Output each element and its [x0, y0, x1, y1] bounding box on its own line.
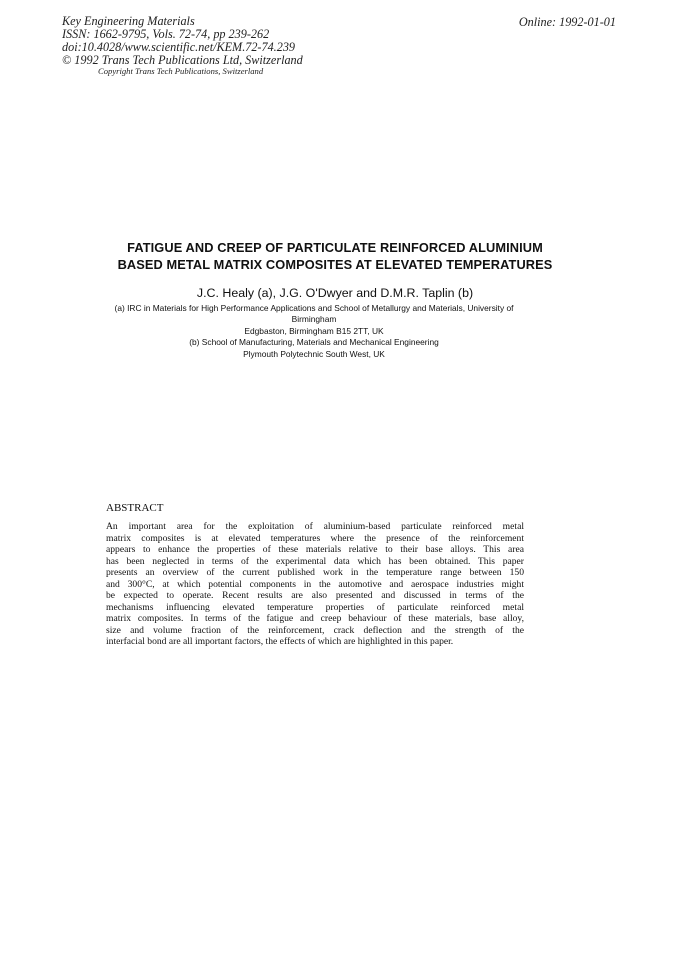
- affiliation-b-line-2: Plymouth Polytechnic South West, UK: [243, 348, 385, 359]
- print-copyright: Copyright Trans Tech Publications, Switzerland: [98, 66, 264, 76]
- abstract-body: [106, 521, 524, 648]
- affiliations: [90, 303, 538, 360]
- publication-header: [62, 15, 303, 67]
- affiliation-a-line-2: Birmingham: [291, 314, 337, 325]
- journal-name: Key Engineering Materials: [62, 14, 195, 28]
- copyright-line: © 1992 Trans Tech Publications Ltd, Switzerland: [62, 53, 303, 67]
- abstract-line: An important area for the exploitation of aluminium-based particulate reinforced metal: [106, 521, 524, 532]
- affiliation-a-line-3: Edgbaston, Birmingham B15 2TT, UK: [244, 325, 384, 336]
- online-date: Online: 1992-01-01: [518, 15, 616, 29]
- abstract-line: matrix composites is at elevated temperatures where the presence of the reinforcement: [106, 532, 524, 544]
- abstract-line: interfacial bond are all important factors, the effects of which are highlighted in this paper.: [106, 636, 454, 648]
- author-list: J.C. Healy (a), J.G. O'Dwyer and D.M.R. Taplin (b): [196, 286, 474, 300]
- abstract-line: be expected to operate. Recent results are also presented and discussed in terms of the: [106, 590, 524, 602]
- abstract-line: and 300°C, at which potential components in the automotive and aerospace industries might: [106, 578, 524, 590]
- affiliation-b-line-1: (b) School of Manufacturing, Materials and Mechanical Engineering: [189, 337, 439, 348]
- abstract-line: matrix composites. In terms of the fatigue and creep behaviour of these materials, base alloy,: [106, 613, 524, 625]
- abstract-line: appears to enhance the properties of these materials relative to their base alloys. This area: [106, 544, 524, 556]
- abstract-line: mechanisms influencing elevated temperature properties of particulate reinforced metal: [106, 601, 524, 613]
- issn-line: ISSN: 1662-9795, Vols. 72-74, pp 239-262: [62, 27, 270, 41]
- title-line-1: FATIGUE AND CREEP OF PARTICULATE REINFORCED ALUMINIUM: [127, 240, 543, 255]
- paper-title: [60, 239, 610, 273]
- title-line-2: BASED METAL MATRIX COMPOSITES AT ELEVATED TEMPERATURES: [117, 257, 553, 272]
- abstract-line: size and volume fraction of the reinforcement, crack deflection and the strength of the: [106, 624, 524, 636]
- affiliation-a-line-1: (a) IRC in Materials for High Performance Applications and School of Metallurgy and Materials, University of: [114, 303, 514, 313]
- abstract-line: has been neglected in terms of the experimental data which has been obtained. This paper: [106, 555, 524, 567]
- doi-line: doi:10.4028/www.scientific.net/KEM.72-74.239: [62, 40, 296, 54]
- abstract-heading: ABSTRACT: [106, 502, 164, 514]
- abstract-line: presents an overview of the current published work in the temperature range between 150: [106, 567, 524, 579]
